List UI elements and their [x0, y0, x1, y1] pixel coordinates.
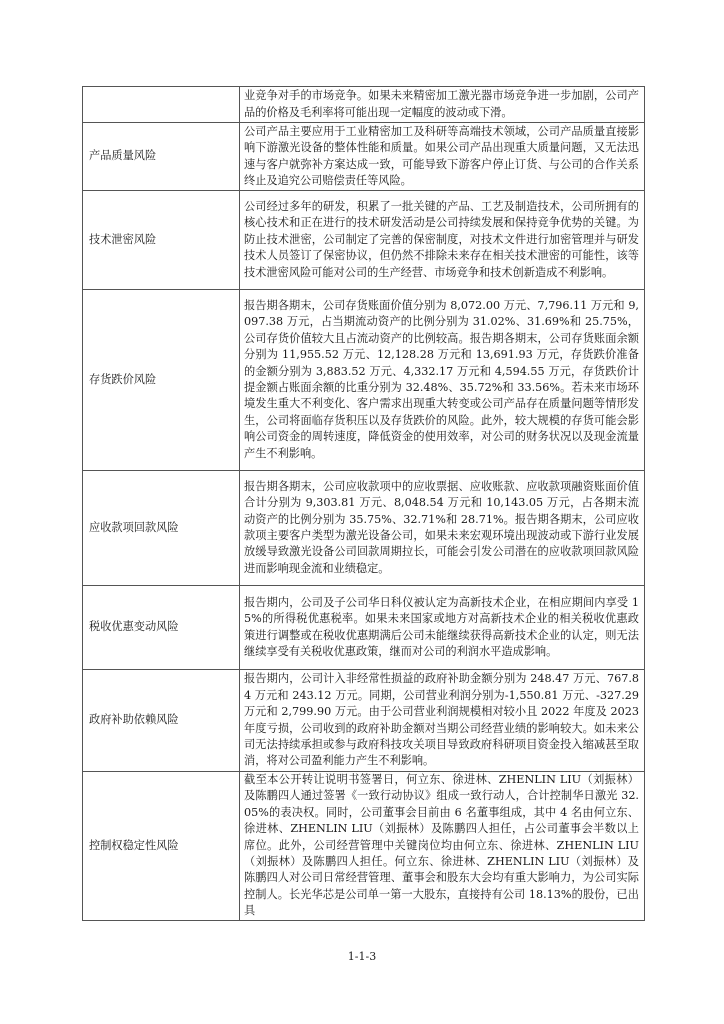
risk-table	[82, 86, 645, 921]
page-number: 1-1-3	[347, 950, 377, 963]
table-row	[83, 191, 645, 290]
risk-description: 报告期内，公司及子公司华日科仪被认定为高新技术企业，在相应期间内享受 15%的所得税优惠税率。如果未来国家或地方对高新技术企业的相关税收优惠政策进行调整或在税收优惠期满后公司未能继续获得高新技术企业的认定，则无法继续享受有关税收优惠政策，继而对公司的利润水平造成影响。	[240, 586, 645, 670]
risk-name	[83, 87, 240, 123]
risk-description: 公司产品主要应用于工业精密加工及科研等高端技术领域，公司产品质量直接影响下游激光设备的整体性能和质量。如果公司产品出现重大质量问题，又无法迅速与客户就弥补方案达成一致，可能导致下游客户停止订货、与公司的合作关系终止及追究公司赔偿责任等风险。	[240, 123, 645, 191]
risk-name: 税收优惠变动风险	[83, 586, 240, 670]
risk-description: 报告期各期末，公司存货账面价值分别为 8,072.00 万元、7,796.11 万元和 9,097.38 万元，占当期流动资产的比例分别为 31.02%、31.69%和 25.75%，公司存货价值较大且占流动资产的比例较高。报告期各期末，公司存货账面余额分别为 11,955.52 万元、12,128.28 万元和 13,691.93 万元，存货跌价准备的金额分别为 3,883.52 万元、4,332.17 万元和 4,594.55 万元，存货跌价计提金额占账面余额的比重分别为 32.48%、35.72%和 33.56%。若未来市场环境发生重大不利变化、客户需求出现重大转变或公司产品存在质量问题等情形发生，公司将面临存货积压以及存货跌价的风险。此外，较大规模的存货可能会影响公司资金的周转速度，降低资金的使用效率，对公司的财务状况以及现金流量产生不利影响。	[240, 290, 645, 471]
table-row	[83, 290, 645, 471]
risk-description: 公司经过多年的研发，积累了一批关键的产品、工艺及制造技术，公司所拥有的核心技术和正在进行的技术研发活动是公司持续发展和保持竞争优势的关键。为防止技术泄密，公司制定了完善的保密制度，对技术文件进行加密管理并与研发技术人员签订了保密协议，但仍然不排除未来存在相关技术泄密的可能性，该等技术泄密风险可能对公司的生产经营、市场竞争和技术创新造成不利影响。	[240, 191, 645, 290]
table-row	[83, 471, 645, 586]
risk-description: 报告期各期末，公司应收款项中的应收票据、应收账款、应收款项融资账面价值合计分别为 9,303.81 万元、8,048.54 万元和 10,143.05 万元，占各期末流动资产的比例分别为 35.75%、32.71%和 28.71%。报告期各期末，公司应收款项主要客户类型为激光设备公司，如果未来宏观环境出现波动或下游行业发展放缓导致激光设备公司回款周期拉长，可能会引发公司潜在的应收款项回款风险进而影响现金流和业绩稳定。	[240, 471, 645, 586]
risk-description: 报告期内，公司计入非经常性损益的政府补助金额分别为 248.47 万元、767.84 万元和 243.12 万元。同期，公司营业利润分别为-1,550.81 万元、-327.29 万元和 2,799.90 万元。由于公司营业利润规模相对较小且 2022 年度及 2023 年度亏损，公司收到的政府补助金额对当期公司经营业绩的影响较大。如未来公司无法持续承担或参与政府科技攻关项目导致政府科研项目资金投入缩减甚至取消，将对公司盈利能力产生不利影响。	[240, 670, 645, 772]
risk-name: 应收款项回款风险	[83, 471, 240, 586]
risk-name: 存货跌价风险	[83, 290, 240, 471]
table-row	[83, 87, 645, 123]
table-row	[83, 670, 645, 772]
table-row	[83, 123, 645, 191]
table-row	[83, 586, 645, 670]
risk-description: 截至本公开转让说明书签署日，何立东、徐进林、ZHENLIN LIU（刘振林）及陈鹏四人通过签署《一致行动协议》组成一致行动人，合计控制华日激光 32.05%的表决权。同时，公司董事会目前由 6 名董事组成，其中 4 名由何立东、徐进林、ZHENLIN LIU（刘振林）及陈鹏四人担任，占公司董事会半数以上席位。此外，公司经营管理中关键岗位均由何立东、徐进林、ZHENLIN LIU（刘振林）及陈鹏四人担任。何立东、徐进林、ZHENLIN LIU（刘振林）及陈鹏四人对公司日常经营管理、董事会和股东大会均有重大影响力，为公司实际控制人。长光华芯是公司单一第一大股东，直接持有公司 18.13%的股份，已出具	[240, 772, 645, 921]
risk-description: 业竞争对手的市场竞争。如果未来精密加工激光器市场竞争进一步加剧，公司产品的价格及毛利率将可能出现一定幅度的波动或下滑。	[240, 87, 645, 123]
risk-name: 产品质量风险	[83, 123, 240, 191]
risk-name: 技术泄密风险	[83, 191, 240, 290]
table-row	[83, 772, 645, 921]
risk-name: 控制权稳定性风险	[83, 772, 240, 921]
risk-name: 政府补助依赖风险	[83, 670, 240, 772]
